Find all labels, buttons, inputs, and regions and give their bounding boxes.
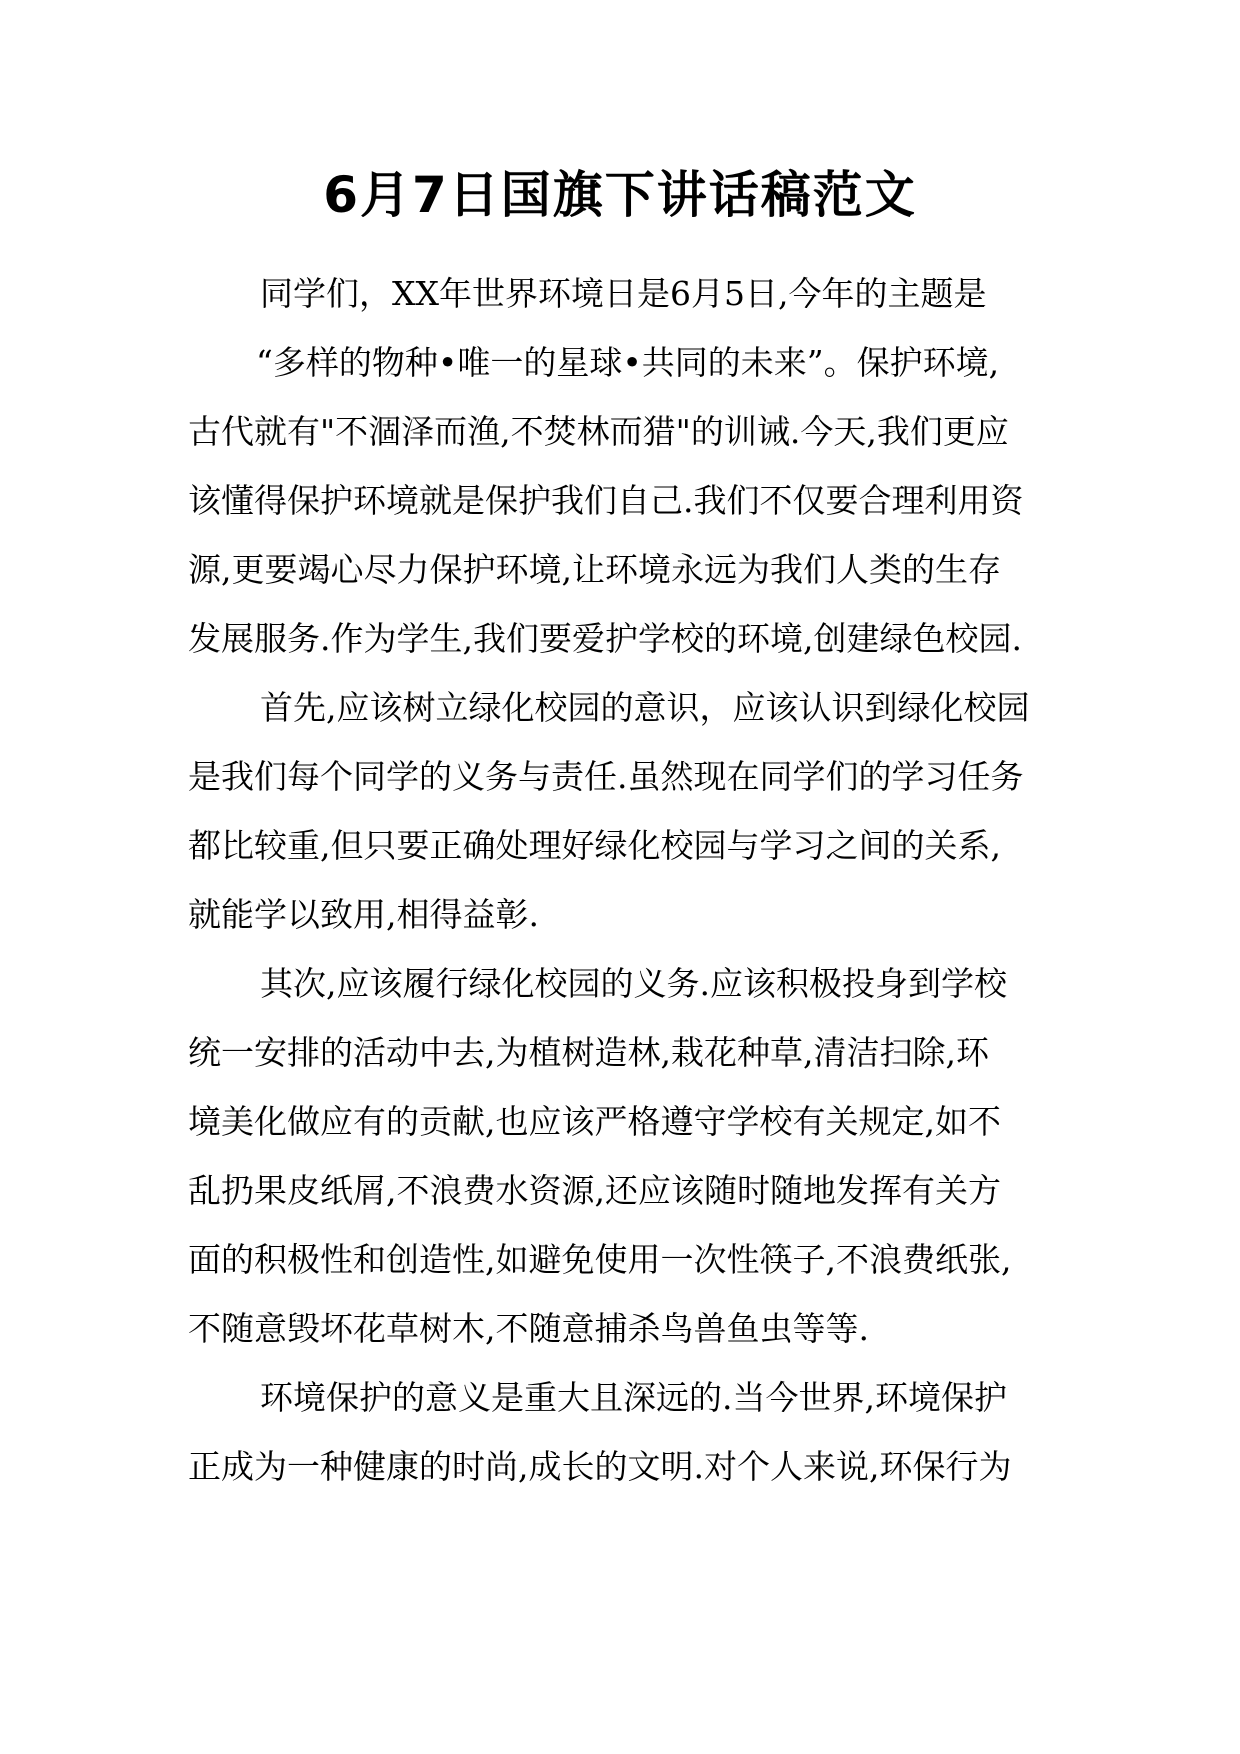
text-line: 境美化做应有的贡献,也应该严格遵守学校有关规定,如不 [188,1102,1001,1141]
text-line: 乱扔果皮纸屑,不浪费水资源,还应该随时随地发挥有关方 [188,1171,1001,1210]
text-line: 是我们每个同学的义务与责任.虽然现在同学们的学习任务 [188,757,1024,796]
text-line: 不随意毁坏花草树木,不随意捕杀鸟兽鱼虫等等. [188,1309,869,1348]
text-line: 首先,应该树立绿化校园的意识，应该认识到绿化校园 [260,688,1030,727]
text-line: 就能学以致用,相得益彰. [188,895,539,934]
text-line: 发展服务.作为学生,我们要爱护学校的环境,创建绿色校园. [188,619,1022,658]
text-line: 都比较重,但只要正确处理好绿化校园与学习之间的关系, [188,826,1001,865]
text-line: 面的积极性和创造性,如避免使用一次性筷子,不浪费纸张, [188,1240,1012,1279]
text-line: 其次,应该履行绿化校园的义务.应该积极投身到学校 [260,964,1007,1003]
document-body [188,259,1052,1501]
text-line: 同学们，XX年世界环境日是6月5日,今年的主题是 [260,274,987,313]
document-title: 6月7日国旗下讲话稿范文 [323,166,917,224]
text-line: 源,更要竭心尽力保护环境,让环境永远为我们人类的生存 [188,550,1001,589]
text-line: 统一安排的活动中去,为植树造林,栽花种草,清洁扫除,环 [188,1033,989,1072]
text-line: 古代就有"不涸泽而渔,不焚林而猎"的训诫.今天,我们更应 [188,412,1009,451]
text-line: 该懂得保护环境就是保护我们自己.我们不仅要合理利用资 [188,481,1024,520]
text-line: 正成为一种健康的时尚,成长的文明.对个人来说,环保行为 [188,1447,1012,1486]
text-line: “多样的物种•唯一的星球•共同的未来”。保护环境, [256,343,1000,382]
text-line: 环境保护的意义是重大且深远的.当今世界,环境保护 [260,1378,1007,1417]
